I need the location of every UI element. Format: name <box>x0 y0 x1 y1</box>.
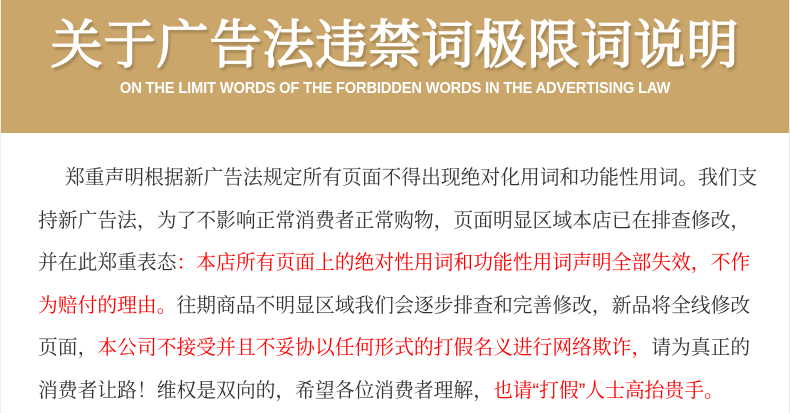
disclaimer-text-segment: 请为真正的 <box>651 337 751 359</box>
disclaimer-text-segment: 并在此郑重表态 <box>38 252 177 274</box>
disclaimer-line <box>38 370 752 413</box>
header-banner <box>1 0 789 133</box>
disclaimer-text-segment: 往期商品不明显区域我们会逐步排查和完善修改，新品将全线修改 <box>176 294 751 317</box>
disclaimer-highlight-segment: 本公司不接受并且不妥协以任何形式的打假名义进行网络欺诈， <box>97 337 652 359</box>
disclaimer-highlight-segment: ：本店所有页面上的绝对性用词和功能性用词声明全部失效，不作 <box>176 252 751 274</box>
disclaimer-line <box>38 285 752 328</box>
disclaimer-line <box>38 327 752 370</box>
disclaimer-text-segment: 郑重声明根据新广告法规定所有页面不得出现绝对化用词和功能性用词。我们支 <box>65 167 758 189</box>
banner-title: 关于广告法违禁词极限词说明 <box>50 17 740 75</box>
disclaimer-highlight-segment: 为赔付的理由。 <box>38 294 177 317</box>
disclaimer-line <box>38 157 758 200</box>
disclaimer-text-segment: 页面， <box>38 337 98 359</box>
disclaimer-text-segment: 消费者让路！维权是双向的，希望各位消费者理解， <box>38 379 493 402</box>
banner-subtitle: ON THE LIMIT WORDS OF THE FORBIDDEN WORDS IN THE ADVERTISING LAW <box>119 80 671 97</box>
disclaimer-text-segment: 持新广告法，为了不影响正常消费者正常购物，页面明显区域本店已在排查修改， <box>38 209 751 232</box>
disclaimer-body <box>1 133 789 412</box>
disclaimer-highlight-segment: 也请“打假”人士高抬贵手。 <box>492 379 724 402</box>
disclaimer-line <box>38 242 752 285</box>
disclaimer-line <box>38 200 752 243</box>
